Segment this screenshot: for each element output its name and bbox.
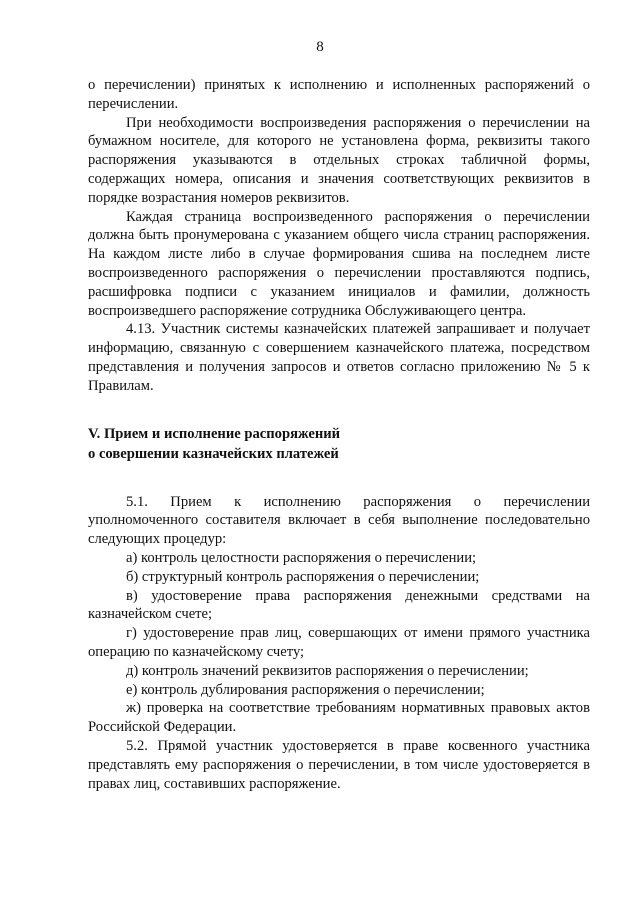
list-item-e: е) контроль дублирования распоряжения о перечислении; [126, 681, 485, 698]
paragraph-4-13: 4.13. Участник системы казначейских платежей запрашивает и получает информацию, связанную с совершением казначейского платежа, посредством представления и получения запросов и ответов согласно приложению № 5 к Правилам. [88, 321, 590, 394]
paragraph-page-numbering: Каждая страница воспроизведенного распоряжения о перечислении должна быть пронумерована с указанием общего числа страниц распоряжения. На каждом листе либо в случае формирования сшива на последнем листе воспроизведенного распоряжения о перечислении проставляются подпись, расшифровка подписи с указанием инициалов и фамилии, должность воспроизведшего распоряжение сотрудника Обслуживающего центра. [88, 208, 590, 319]
section-title-line-1: V. Прием и исполнение распоряжений [88, 425, 341, 442]
list-item-d: д) контроль значений реквизитов распоряжения о перечислении; [126, 662, 529, 679]
paragraph-5-1: 5.1. Прием к исполнению распоряжения о перечислении уполномоченного составителя включает в себя выполнение последовательно следующих процедур: [88, 493, 590, 548]
page-number: 8 [316, 39, 324, 55]
paragraph-continuation: о перечислении) принятых к исполнению и исполненных распоряжений о перечислении. [88, 77, 590, 112]
paragraph-5-2: 5.2. Прямой участник удостоверяется в праве косвенного участника представлять ему распоряжения о перечислении, в том числе удостоверяется в правах лиц, составивших распоряжение. [88, 737, 590, 792]
list-item-g: г) удостоверение прав лиц, совершающих от имени прямого участника операцию по казначейскому счету; [88, 625, 590, 660]
paragraph-reproduction: При необходимости воспроизведения распоряжения о перечислении на бумажном носителе, для которого не установлена форма, реквизиты такого распоряжения указываются в отдельных строках табличной формы, содержащих номера, описания и значения соответствующих реквизитов в порядке возрастания номеров реквизитов. [88, 114, 590, 206]
list-item-a: а) контроль целостности распоряжения о перечислении; [126, 549, 477, 566]
section-title-line-2: о совершении казначейских платежей [88, 445, 339, 462]
list-item-v: в) удостоверение права распоряжения денежными средствами на казначейском счете; [88, 587, 590, 623]
list-item-zh: ж) проверка на соответствие требованиям нормативных правовых актов Российской Федерации. [88, 700, 590, 736]
document-body [88, 76, 590, 793]
list-item-b: б) структурный контроль распоряжения о перечислении; [126, 568, 480, 585]
